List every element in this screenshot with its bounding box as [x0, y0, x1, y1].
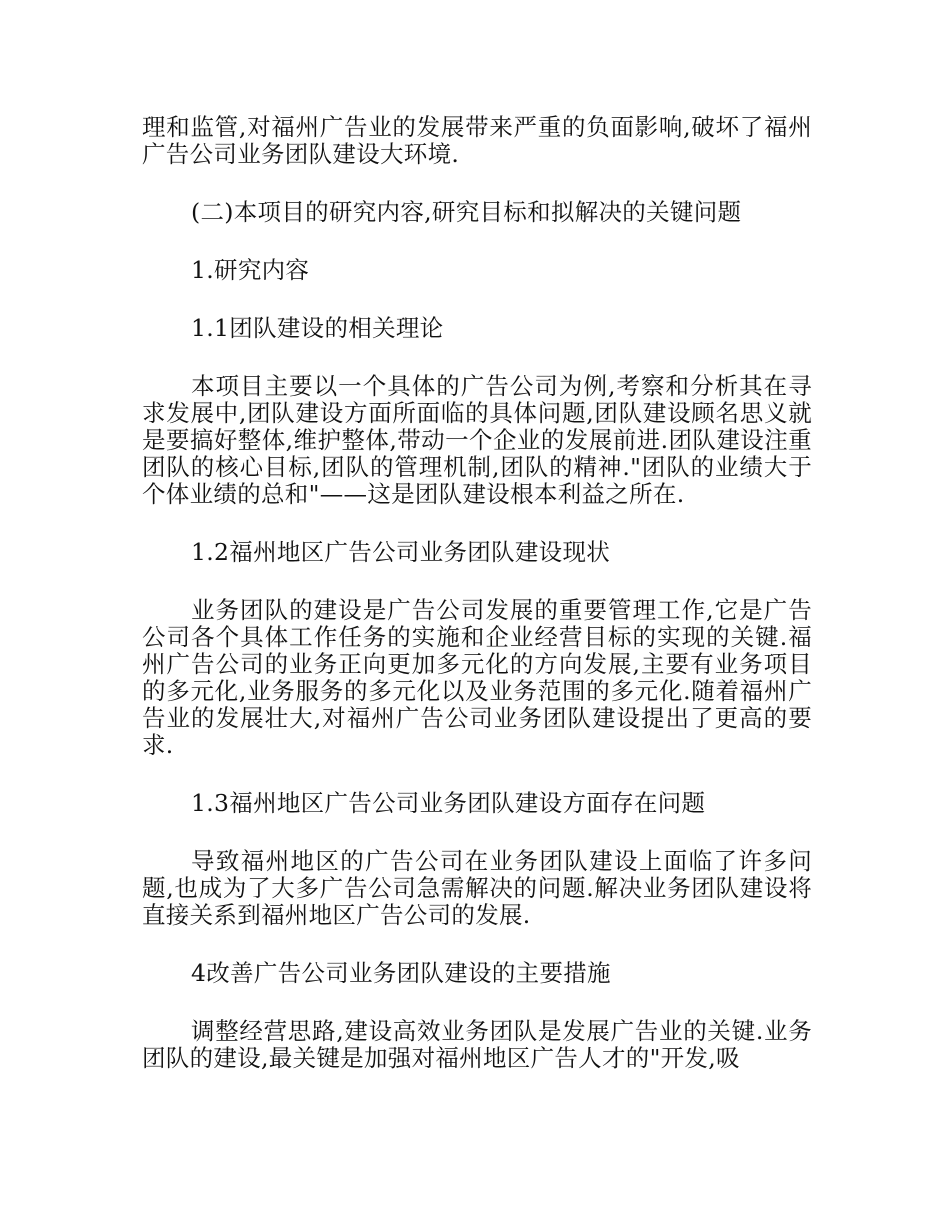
- subsection-heading-1-3: 1.3福州地区广告公司业务团队建设方面存在问题: [191, 789, 706, 817]
- paragraph-gap: [142, 759, 812, 790]
- paragraph-gap: [142, 342, 812, 373]
- paragraph-team-theory: 本项目主要以一个具体的广告公司为例,考察和分析其在寻求发展中,团队建设方面所面临的具体问题,团队建设顾名思义就是要搞好整体,维护整体,带动一个企业的发展前进.团队建设注重团队的核心目标,团队的管理机制,团队的精神."团队的业绩大于个体业绩的总和"——这是团队建设根本利益之所在.: [142, 372, 812, 508]
- paragraph-continuation: 理和监管,对福州广告业的发展带来严重的负面影响,破坏了福州广告公司业务团队建设大环境.: [142, 113, 812, 168]
- paragraph-gap: [142, 566, 812, 597]
- subsection-heading-content: 1.研究内容: [191, 256, 310, 284]
- paragraph-gap: [142, 168, 812, 199]
- subsection-heading-1-2: 1.2福州地区广告公司业务团队建设现状: [191, 538, 611, 566]
- paragraph-gap: [142, 987, 812, 1018]
- paragraph-existing-problems: 导致福州地区的广告公司在业务团队建设上面临了许多问题,也成为了大多广告公司急需解决的问题.解决业务团队建设将直接关系到福州地区广告公司的发展.: [142, 847, 812, 929]
- document-page: [142, 114, 812, 1072]
- paragraph-gap: [142, 817, 812, 848]
- subsection-heading-1-1: 1.1团队建设的相关理论: [191, 314, 444, 342]
- paragraph-current-status: 业务团队的建设是广告公司发展的重要管理工作,它是广告公司各个具体工作任务的实施和企业经营目标的实现的关键.福州广告公司的业务正向更加多元化的方向发展,主要有业务项目的多元化,业务服务的多元化以及业务范围的多元化.随着福州广告业的发展壮大,对福州广告公司业务团队建设提出了更高的要求.: [142, 596, 812, 759]
- paragraph-gap: [142, 929, 812, 960]
- paragraph-gap: [142, 284, 812, 315]
- subsection-heading-4: 4改善广告公司业务团队建设的主要措施: [191, 959, 611, 987]
- paragraph-gap: [142, 508, 812, 539]
- paragraph-measures: 调整经营思路,建设高效业务团队是发展广告业的关键.业务团队的建设,最关键是加强对福州地区广告人才的"开发,吸: [142, 1017, 812, 1072]
- paragraph-gap: [142, 226, 812, 257]
- section-heading-research: (二)本项目的研究内容,研究目标和拟解决的关键问题: [191, 198, 742, 226]
